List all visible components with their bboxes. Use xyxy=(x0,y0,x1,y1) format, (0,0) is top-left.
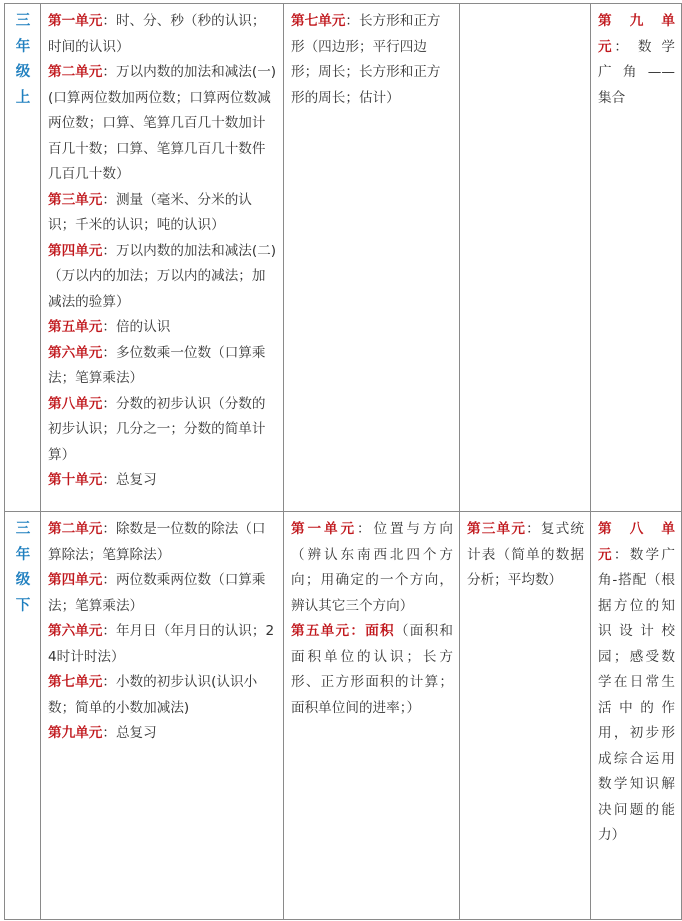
unit-entry xyxy=(48,9,277,60)
unit-label: 第 九 单 元 xyxy=(598,13,675,55)
unit-entry xyxy=(48,60,277,188)
units-cell-empty xyxy=(460,4,591,512)
unit-entry xyxy=(48,721,277,747)
grade-char: 三 xyxy=(15,521,31,537)
unit-entry xyxy=(598,517,675,849)
unit-text: ：多位数乘一位数（口算乘法；笔算乘法） xyxy=(48,344,266,386)
unit-label: 第十单元 xyxy=(48,472,103,488)
unit-entry xyxy=(467,517,584,594)
unit-text: （面积和面积单位的认识；长方形、正方形面积的计算；面积单位间的进率；） xyxy=(291,623,454,716)
grade-char: 级 xyxy=(15,572,31,588)
unit-text: ：小数的初步认识(认识小数；简单的小数加减法) xyxy=(48,674,258,716)
unit-text: ：年月日（年月日的认识；24时计时法） xyxy=(48,623,275,665)
unit-text: ：总复习 xyxy=(102,472,157,488)
unit-text: ： 数 学 广 角 —— 集合 xyxy=(598,38,675,106)
units-cell xyxy=(591,512,682,920)
unit-text: ：测量（毫米、分米的认识；千米的认识；吨的认识） xyxy=(48,191,252,233)
table-row xyxy=(5,4,682,512)
grade-cell xyxy=(5,4,41,512)
unit-text: ：分数的初步认识（分数的初步认识；几分之一；分数的简单计算） xyxy=(48,395,266,463)
unit-entry xyxy=(48,188,277,239)
unit-label: 第一单元 xyxy=(48,13,103,29)
units-cell xyxy=(460,512,591,920)
unit-entry xyxy=(48,392,277,469)
unit-label: 第三单元 xyxy=(48,191,103,208)
units-cell xyxy=(284,512,460,920)
unit-text: ：两位数乘两位数（口算乘法；笔算乘法） xyxy=(48,572,266,614)
unit-label: 第五单元 xyxy=(48,319,103,335)
units-cell xyxy=(41,512,284,920)
unit-text: ：复式统计表（简单的数据分析；平均数） xyxy=(467,521,585,588)
units-cell xyxy=(284,4,460,512)
unit-entry xyxy=(598,9,675,111)
unit-entry xyxy=(48,517,277,568)
unit-label: 第四单元 xyxy=(48,242,103,259)
unit-text: ：长方形和正方形（四边形；平行四边形；周长；长方形和正方形的周长；估计） xyxy=(291,13,441,106)
grade-char: 级 xyxy=(15,64,31,80)
unit-entry xyxy=(48,341,277,392)
units-cell xyxy=(591,4,682,512)
grade-char: 下 xyxy=(15,597,31,614)
unit-entry xyxy=(48,315,277,341)
unit-label: 第二单元 xyxy=(48,64,103,80)
unit-text: ：时、分、秒（秒的认识；时间的认识） xyxy=(48,13,266,55)
table-row xyxy=(5,512,682,920)
unit-entry xyxy=(48,619,277,670)
unit-label: 第 八 单 元 xyxy=(598,521,675,563)
unit-label: 第六单元 xyxy=(48,344,103,361)
grade-char: 年 xyxy=(15,546,31,563)
unit-label: 第九单元 xyxy=(48,725,103,741)
unit-entry xyxy=(291,9,453,111)
unit-label: 第三单元 xyxy=(467,521,527,537)
unit-text: ：万以内数的加法和减法(一) (口算两位数加两位数；口算两位数减两位数；口算、笔算几百几十数加计百几十数；口算、笔算几百几十数件几百几十数） xyxy=(48,64,277,182)
unit-text: ：总复习 xyxy=(102,725,157,741)
curriculum-table xyxy=(4,3,682,920)
unit-text: ：倍的认识 xyxy=(102,319,171,335)
grade-cell xyxy=(5,512,41,920)
unit-entry xyxy=(291,619,453,721)
grade-char: 年 xyxy=(15,38,31,55)
unit-label: 第一单元 xyxy=(291,521,357,537)
unit-text: ：位置与方向（辨认东南西北四个方向；用确定的一个方向，辨认其它三个方向） xyxy=(291,521,454,614)
unit-entry xyxy=(48,670,277,721)
unit-text: ：万以内数的加法和减法(二)（万以内的加法；万以内的减法；加减法的验算） xyxy=(48,242,277,310)
unit-label: 第七单元 xyxy=(48,674,103,690)
unit-label: 第七单元 xyxy=(291,13,346,29)
unit-label: 第五单元：面积 xyxy=(291,623,395,639)
unit-label: 第八单元 xyxy=(48,395,103,412)
unit-label: 第二单元 xyxy=(48,521,103,537)
unit-entry xyxy=(48,468,277,494)
unit-entry xyxy=(291,517,453,619)
unit-entry xyxy=(48,239,277,316)
unit-text: ：除数是一位数的除法（口算除法；笔算除法） xyxy=(48,521,266,563)
unit-label: 第六单元 xyxy=(48,623,103,639)
unit-text: ：数学广角-搭配（根据方位的知识设计校园；感受数学在日常生活中的作用，初步形成综合运用数学知识解决问题的能力） xyxy=(598,546,676,843)
unit-label: 第四单元 xyxy=(48,572,103,588)
units-cell xyxy=(41,4,284,512)
grade-char: 三 xyxy=(15,13,31,29)
grade-char: 上 xyxy=(15,89,31,106)
unit-entry xyxy=(48,568,277,619)
